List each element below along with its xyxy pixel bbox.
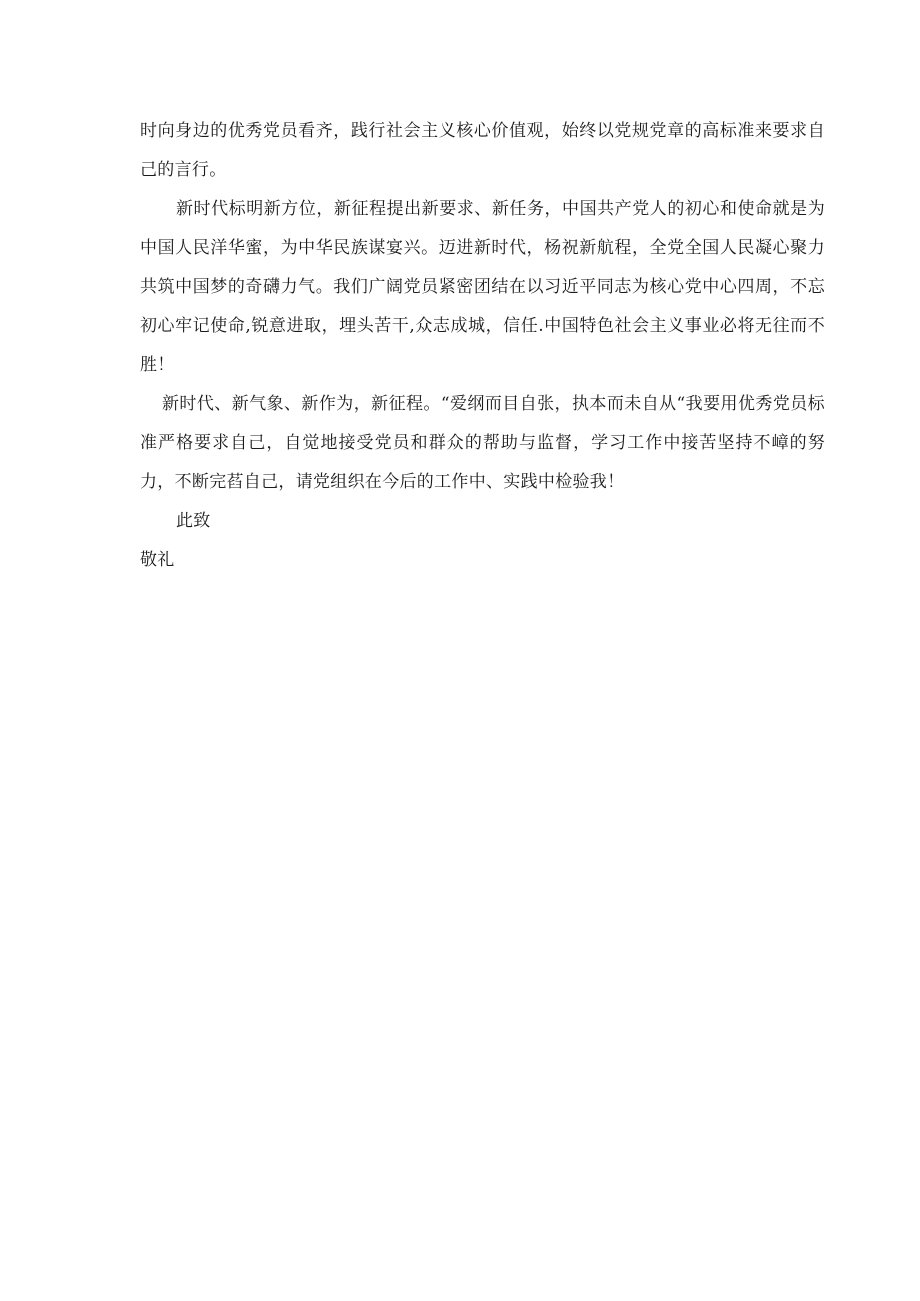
document-body [140, 112, 825, 580]
paragraph-1: 时向身边的优秀党员看齐，践行社会主义核心价值观，始终以党规党章的高标准来要求自己的言行。 [140, 121, 825, 180]
paragraph-3: 新时代、新气象、新作为，新征程。“爱纲而目自张，执本而未自从“我要用优秀党员标准严格要求自己，自觉地接受党员和群众的帮助与监督，学习工作中接苦坚持不嶂的努力，不断完萏自己，请党组织在今后的工作中、实践中检验我！ [140, 394, 825, 492]
closing-salutation: 此致 [176, 511, 211, 531]
paragraph-2: 新时代标明新方位，新征程提出新要求、新任务，中国共产党人的初心和使命就是为中国人民洋华蜜，为中华民族谋宴兴。迈进新时代，杨祝新航程，全党全国人民凝心聚力共筑中国梦的奇礴力气。我们广阔党员紧密团结在以习近平同志为核心党中心四周，不忘初心牢记使命,锐意进取，埋头苦干,众志成城，信任.中国特色社会主义事业必将无往而不胜！ [140, 199, 825, 375]
closing-regards: 敬礼 [140, 550, 175, 570]
